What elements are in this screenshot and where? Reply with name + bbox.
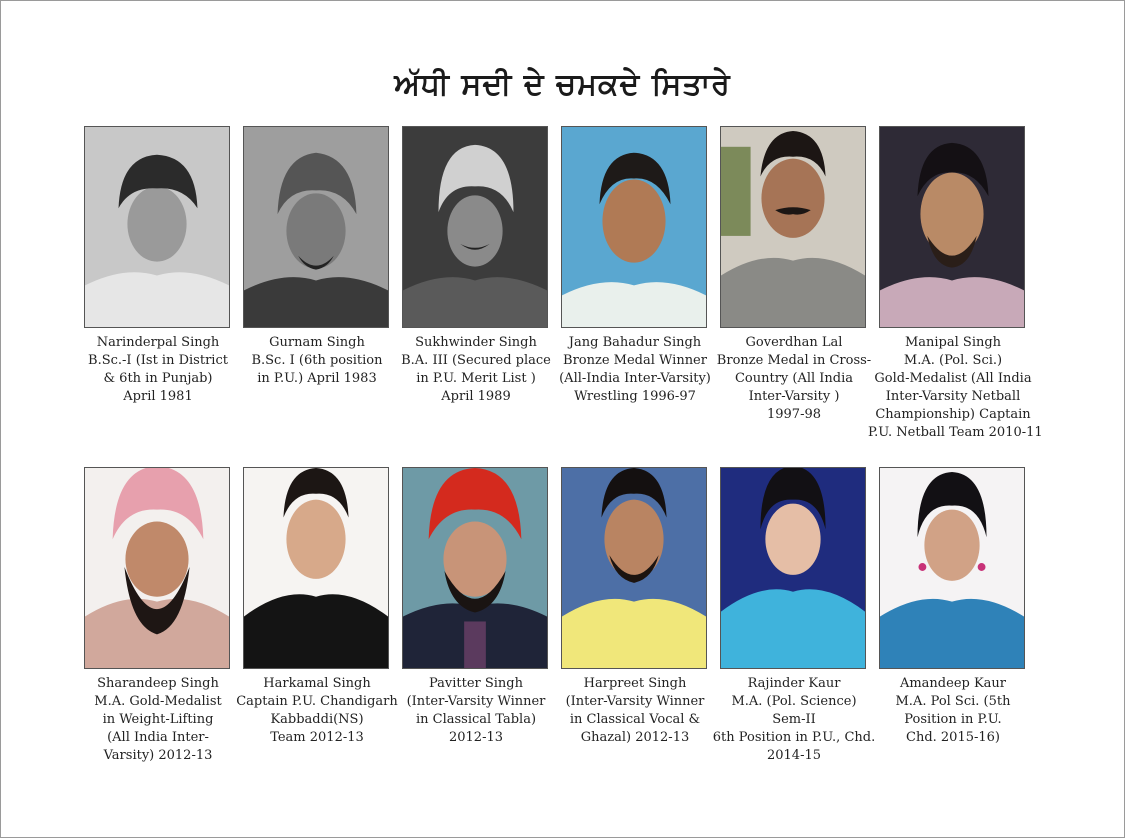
portrait-card [397,467,556,808]
portrait-photo [879,467,1025,669]
caption-line: Jang Bahadur Singh [568,335,702,350]
portrait-card [556,467,715,808]
caption-line: 2014-15 [766,748,822,763]
portrait-grid [79,126,1043,808]
portrait-photo [243,126,389,328]
caption-line: in Classical Tabla) [415,712,537,727]
caption-line: Sukhwinder Singh [415,335,537,350]
caption-line: Inter-Varsity Netball [885,389,1021,404]
caption-line: Wrestling 1996-97 [574,389,696,404]
caption-line: 1997-98 [766,407,822,422]
caption-line: Bronze Medal Winner [563,353,707,368]
portrait-caption [868,675,1038,747]
portrait-photo [720,467,866,669]
caption-line: Sharandeep Singh [97,676,219,691]
caption-line: Narinderpal Singh [96,335,220,350]
portrait-caption [73,675,243,765]
caption-line: Harkamal Singh [263,676,371,691]
caption-line: P.U. Netball Team 2010-11 [868,425,1043,440]
caption-line: B.Sc.-I (Ist in District [88,353,228,368]
caption-line: Varsity) 2012-13 [103,748,213,763]
caption-line: April 1981 [123,389,193,404]
caption-line: (Inter-Varsity Winner [565,694,705,709]
portrait-caption [232,675,402,747]
portrait-photo [84,467,230,669]
portrait-card [79,467,238,808]
caption-line: Amandeep Kaur [899,676,1007,691]
caption-line: (All India Inter- [107,730,209,745]
caption-line: in Classical Vocal & [569,712,701,727]
caption-line: Chd. 2015-16) [906,730,1000,745]
portrait-card [712,467,876,808]
page-title: ਅੱਧੀ ਸਦੀ ਦੇ ਚਮਕਦੇ ਸਿਤਾਰੇ [394,67,731,102]
portrait-photo [402,467,548,669]
caption-line: in P.U. Merit List ) [416,371,536,386]
caption-line: Gold-Medalist (All India [874,371,1032,386]
portrait-caption [550,675,720,747]
portrait-card [238,126,397,467]
caption-line: M.A. (Pol. Sci.) [903,353,1003,368]
portrait-photo [879,126,1025,328]
caption-line: Position in P.U. [904,712,1002,727]
portrait-card [874,467,1033,808]
caption-line: Ghazal) 2012-13 [580,730,690,745]
portrait-photo [402,126,548,328]
portrait-caption [868,334,1043,442]
caption-line: M.A. (Pol. Science) [731,694,857,709]
caption-line: 2012-13 [448,730,504,745]
caption-line: B.Sc. I (6th position [251,353,383,368]
caption-line: Manipal Singh [904,335,1002,350]
caption-line: 6th Position in P.U., Chd. [712,730,876,745]
caption-line: Inter-Varsity ) [748,389,840,404]
caption-line: Country (All India [734,371,854,386]
portrait-card [238,467,397,808]
caption-line: Pavitter Singh [428,676,524,691]
portrait-caption [391,334,561,406]
caption-line: (Inter-Varsity Winner [406,694,546,709]
caption-line: Bronze Medal in Cross- [716,353,872,368]
portrait-caption [73,334,243,406]
caption-line: in Weight-Lifting [102,712,214,727]
portrait-photo [561,126,707,328]
caption-line: Rajinder Kaur [747,676,841,691]
portrait-card [868,126,1043,467]
portrait-caption [391,675,561,747]
portrait-card [397,126,556,467]
portrait-card [556,126,715,467]
portrait-caption [232,334,402,388]
portrait-photo [561,467,707,669]
portrait-photo [243,467,389,669]
caption-line: Goverdhan Lal [745,335,843,350]
caption-line: Harpreet Singh [583,676,687,691]
caption-line: Sem-II [772,712,816,727]
caption-line: M.A. Gold-Medalist [94,694,222,709]
caption-line: B.A. III (Secured place [401,353,551,368]
caption-line: M.A. Pol Sci. (5th [895,694,1011,709]
caption-line: in P.U.) April 1983 [257,371,377,386]
caption-line: Captain P.U. Chandigarh [236,694,398,709]
portrait-photo [720,126,866,328]
portrait-card [715,126,874,467]
caption-line: Kabbaddi(NS) [270,712,364,727]
portrait-caption [550,334,720,406]
caption-line: (All-India Inter-Varsity) [559,371,711,386]
portrait-caption [709,675,879,765]
caption-line: Gurnam Singh [269,335,365,350]
caption-line: Championship) Captain [875,407,1031,422]
portrait-caption [709,334,879,424]
caption-line: Team 2012-13 [270,730,364,745]
portrait-card [79,126,238,467]
caption-line: April 1989 [441,389,511,404]
caption-line: & 6th in Punjab) [103,371,213,386]
portrait-photo [84,126,230,328]
